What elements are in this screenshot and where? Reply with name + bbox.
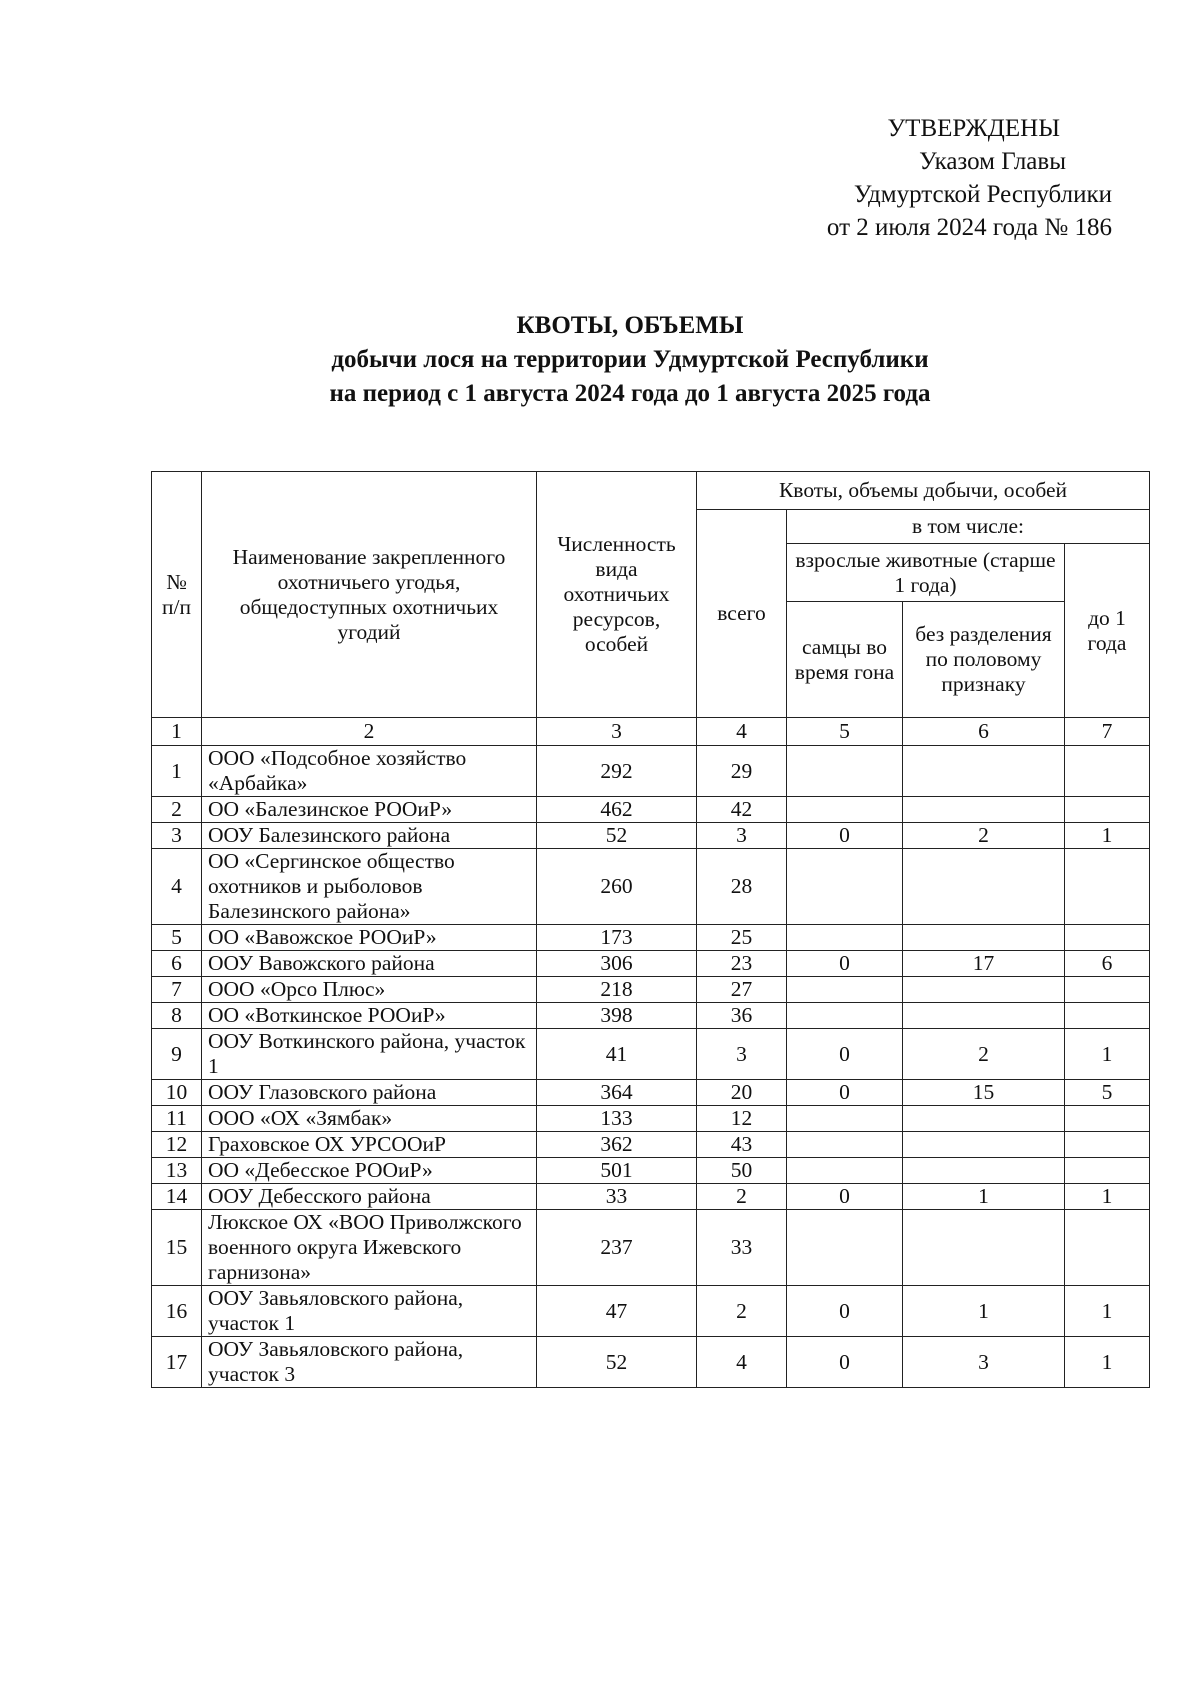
population-value: 173	[537, 925, 697, 951]
quota-males-rut	[787, 977, 903, 1003]
quota-under-1-year	[1065, 746, 1150, 797]
column-number: 3	[537, 718, 697, 746]
quota-males-rut: 0	[787, 1184, 903, 1210]
quota-under-1-year	[1065, 925, 1150, 951]
quota-males-rut	[787, 849, 903, 925]
quota-total: 4	[697, 1337, 787, 1388]
hunting-ground-name: ООУ Вавожского района	[202, 951, 537, 977]
quota-no-sex: 1	[903, 1184, 1065, 1210]
title-line-2: добычи лося на территории Удмуртской Республики	[331, 346, 929, 373]
row-number: 15	[152, 1210, 202, 1286]
table-row	[152, 1184, 1150, 1210]
quota-total: 20	[697, 1080, 787, 1106]
quota-under-1-year	[1065, 1106, 1150, 1132]
quota-males-rut: 0	[787, 1337, 903, 1388]
quota-total: 2	[697, 1286, 787, 1337]
quota-total: 12	[697, 1106, 787, 1132]
quota-males-rut: 0	[787, 823, 903, 849]
quota-under-1-year	[1065, 1210, 1150, 1286]
table-row	[152, 1003, 1150, 1029]
population-value: 362	[537, 1132, 697, 1158]
hunting-ground-name: ООУ Воткинского района, участок 1	[202, 1029, 537, 1080]
quota-males-rut: 0	[787, 1080, 903, 1106]
row-number: 11	[152, 1106, 202, 1132]
population-value: 501	[537, 1158, 697, 1184]
quota-no-sex: 3	[903, 1337, 1065, 1388]
table-row	[152, 746, 1150, 797]
row-number: 14	[152, 1184, 202, 1210]
row-number: 12	[152, 1132, 202, 1158]
table-row	[152, 1080, 1150, 1106]
hunting-ground-name: ОО «Сергинское общество охотников и рыболовов Балезинского района»	[202, 849, 537, 925]
quota-males-rut: 0	[787, 951, 903, 977]
table-row	[152, 951, 1150, 977]
quota-no-sex	[903, 977, 1065, 1003]
column-number: 6	[903, 718, 1065, 746]
row-number: 4	[152, 849, 202, 925]
title-line-3: на период с 1 августа 2024 года до 1 августа 2025 года	[329, 380, 931, 407]
row-number: 2	[152, 797, 202, 823]
quota-under-1-year: 5	[1065, 1080, 1150, 1106]
approval-line-republic: Удмуртской Республики	[853, 181, 1112, 208]
header-under-1-year: до 1 года	[1065, 544, 1150, 718]
approval-line-decree: Указом Главы	[919, 148, 1066, 175]
column-number: 1	[152, 718, 202, 746]
header-males-rut: самцы во время гона	[787, 602, 903, 718]
header-quotas: Квоты, объемы добычи, особей	[697, 472, 1150, 510]
approval-line-date: от 2 июля 2024 года № 186	[826, 214, 1112, 241]
header-num: № п/п	[152, 472, 202, 718]
header-including: в том числе:	[787, 510, 1150, 544]
title-line-1: КВОТЫ, ОБЪЕМЫ	[516, 312, 744, 339]
hunting-ground-name: ОО «Вавожское РООиР»	[202, 925, 537, 951]
quota-total: 25	[697, 925, 787, 951]
quota-no-sex: 2	[903, 1029, 1065, 1080]
row-number: 5	[152, 925, 202, 951]
table-row	[152, 797, 1150, 823]
quotas-table	[151, 471, 1150, 1388]
quota-total: 43	[697, 1132, 787, 1158]
hunting-ground-name: Граховское ОХ УРСООиР	[202, 1132, 537, 1158]
quota-no-sex	[903, 1210, 1065, 1286]
quota-total: 27	[697, 977, 787, 1003]
row-number: 1	[152, 746, 202, 797]
population-value: 462	[537, 797, 697, 823]
table-body	[152, 746, 1150, 1388]
population-value: 260	[537, 849, 697, 925]
hunting-ground-name: ОО «Воткинское РООиР»	[202, 1003, 537, 1029]
row-number: 17	[152, 1337, 202, 1388]
hunting-ground-name: ООО «Подсобное хозяйство «Арбайка»	[202, 746, 537, 797]
quota-no-sex	[903, 1132, 1065, 1158]
header-name: Наименование закрепленного охотничьего угодья, общедоступных охотничьих угодий	[202, 472, 537, 718]
row-number: 9	[152, 1029, 202, 1080]
quota-males-rut	[787, 925, 903, 951]
hunting-ground-name: ОО «Дебесское РООиР»	[202, 1158, 537, 1184]
quota-no-sex: 17	[903, 951, 1065, 977]
quota-under-1-year: 1	[1065, 1184, 1150, 1210]
column-numbers-row	[152, 718, 1150, 746]
hunting-ground-name: ООУ Глазовского района	[202, 1080, 537, 1106]
row-number: 7	[152, 977, 202, 1003]
header-no-sex-division: без разделения по половому признаку	[903, 602, 1065, 718]
quota-no-sex: 2	[903, 823, 1065, 849]
quota-under-1-year: 1	[1065, 1286, 1150, 1337]
population-value: 218	[537, 977, 697, 1003]
quota-no-sex: 1	[903, 1286, 1065, 1337]
approval-line-approved: УТВЕРЖДЕНЫ	[887, 115, 1060, 142]
population-value: 52	[537, 1337, 697, 1388]
quota-total: 36	[697, 1003, 787, 1029]
quota-no-sex	[903, 746, 1065, 797]
quota-under-1-year	[1065, 797, 1150, 823]
column-number: 7	[1065, 718, 1150, 746]
table-row	[152, 1029, 1150, 1080]
table-header	[152, 472, 1150, 746]
table-row	[152, 1158, 1150, 1184]
table-row	[152, 977, 1150, 1003]
quota-under-1-year: 1	[1065, 1337, 1150, 1388]
column-number: 2	[202, 718, 537, 746]
hunting-ground-name: ООУ Завьяловского района, участок 3	[202, 1337, 537, 1388]
quota-no-sex	[903, 849, 1065, 925]
population-value: 398	[537, 1003, 697, 1029]
quota-no-sex	[903, 1106, 1065, 1132]
column-number: 5	[787, 718, 903, 746]
population-value: 47	[537, 1286, 697, 1337]
quota-total: 50	[697, 1158, 787, 1184]
population-value: 237	[537, 1210, 697, 1286]
document-title	[150, 309, 1110, 411]
header-adults: взрослые животные (старше 1 года)	[787, 544, 1065, 602]
hunting-ground-name: ООУ Дебесского района	[202, 1184, 537, 1210]
population-value: 41	[537, 1029, 697, 1080]
header-population: Численность вида охотничьих ресурсов, особей	[537, 472, 697, 718]
row-number: 16	[152, 1286, 202, 1337]
quota-males-rut	[787, 746, 903, 797]
quota-total: 33	[697, 1210, 787, 1286]
hunting-ground-name: ООУ Балезинского района	[202, 823, 537, 849]
quota-no-sex	[903, 797, 1065, 823]
quota-total: 28	[697, 849, 787, 925]
quota-under-1-year	[1065, 849, 1150, 925]
table-row	[152, 1210, 1150, 1286]
quota-males-rut	[787, 1158, 903, 1184]
population-value: 33	[537, 1184, 697, 1210]
header-total: всего	[697, 510, 787, 718]
population-value: 364	[537, 1080, 697, 1106]
hunting-ground-name: ООО «ОХ «Зямбак»	[202, 1106, 537, 1132]
quota-total: 2	[697, 1184, 787, 1210]
hunting-ground-name: ООУ Завьяловского района, участок 1	[202, 1286, 537, 1337]
population-value: 133	[537, 1106, 697, 1132]
quota-under-1-year: 6	[1065, 951, 1150, 977]
quota-no-sex: 15	[903, 1080, 1065, 1106]
quota-males-rut	[787, 1132, 903, 1158]
quota-males-rut	[787, 797, 903, 823]
quota-males-rut: 0	[787, 1286, 903, 1337]
quota-total: 23	[697, 951, 787, 977]
quota-males-rut	[787, 1106, 903, 1132]
quota-total: 3	[697, 1029, 787, 1080]
quota-total: 3	[697, 823, 787, 849]
quota-under-1-year: 1	[1065, 823, 1150, 849]
approval-block	[692, 112, 1112, 244]
table-row	[152, 1132, 1150, 1158]
table-row	[152, 1286, 1150, 1337]
table-row	[152, 925, 1150, 951]
table-row	[152, 849, 1150, 925]
quota-under-1-year	[1065, 977, 1150, 1003]
row-number: 13	[152, 1158, 202, 1184]
quota-under-1-year	[1065, 1003, 1150, 1029]
hunting-ground-name: ОО «Балезинское РООиР»	[202, 797, 537, 823]
population-value: 306	[537, 951, 697, 977]
row-number: 3	[152, 823, 202, 849]
quota-males-rut	[787, 1003, 903, 1029]
quota-no-sex	[903, 1003, 1065, 1029]
quota-under-1-year: 1	[1065, 1029, 1150, 1080]
hunting-ground-name: Люкское ОХ «ВОО Приволжского военного округа Ижевского гарнизона»	[202, 1210, 537, 1286]
quota-total: 42	[697, 797, 787, 823]
quota-total: 29	[697, 746, 787, 797]
population-value: 52	[537, 823, 697, 849]
quota-males-rut	[787, 1210, 903, 1286]
quota-under-1-year	[1065, 1132, 1150, 1158]
quota-under-1-year	[1065, 1158, 1150, 1184]
table-row	[152, 1337, 1150, 1388]
row-number: 6	[152, 951, 202, 977]
row-number: 10	[152, 1080, 202, 1106]
quota-no-sex	[903, 1158, 1065, 1184]
quota-males-rut: 0	[787, 1029, 903, 1080]
population-value: 292	[537, 746, 697, 797]
hunting-ground-name: ООО «Орсо Плюс»	[202, 977, 537, 1003]
table-row	[152, 823, 1150, 849]
quota-no-sex	[903, 925, 1065, 951]
row-number: 8	[152, 1003, 202, 1029]
table-row	[152, 1106, 1150, 1132]
column-number: 4	[697, 718, 787, 746]
